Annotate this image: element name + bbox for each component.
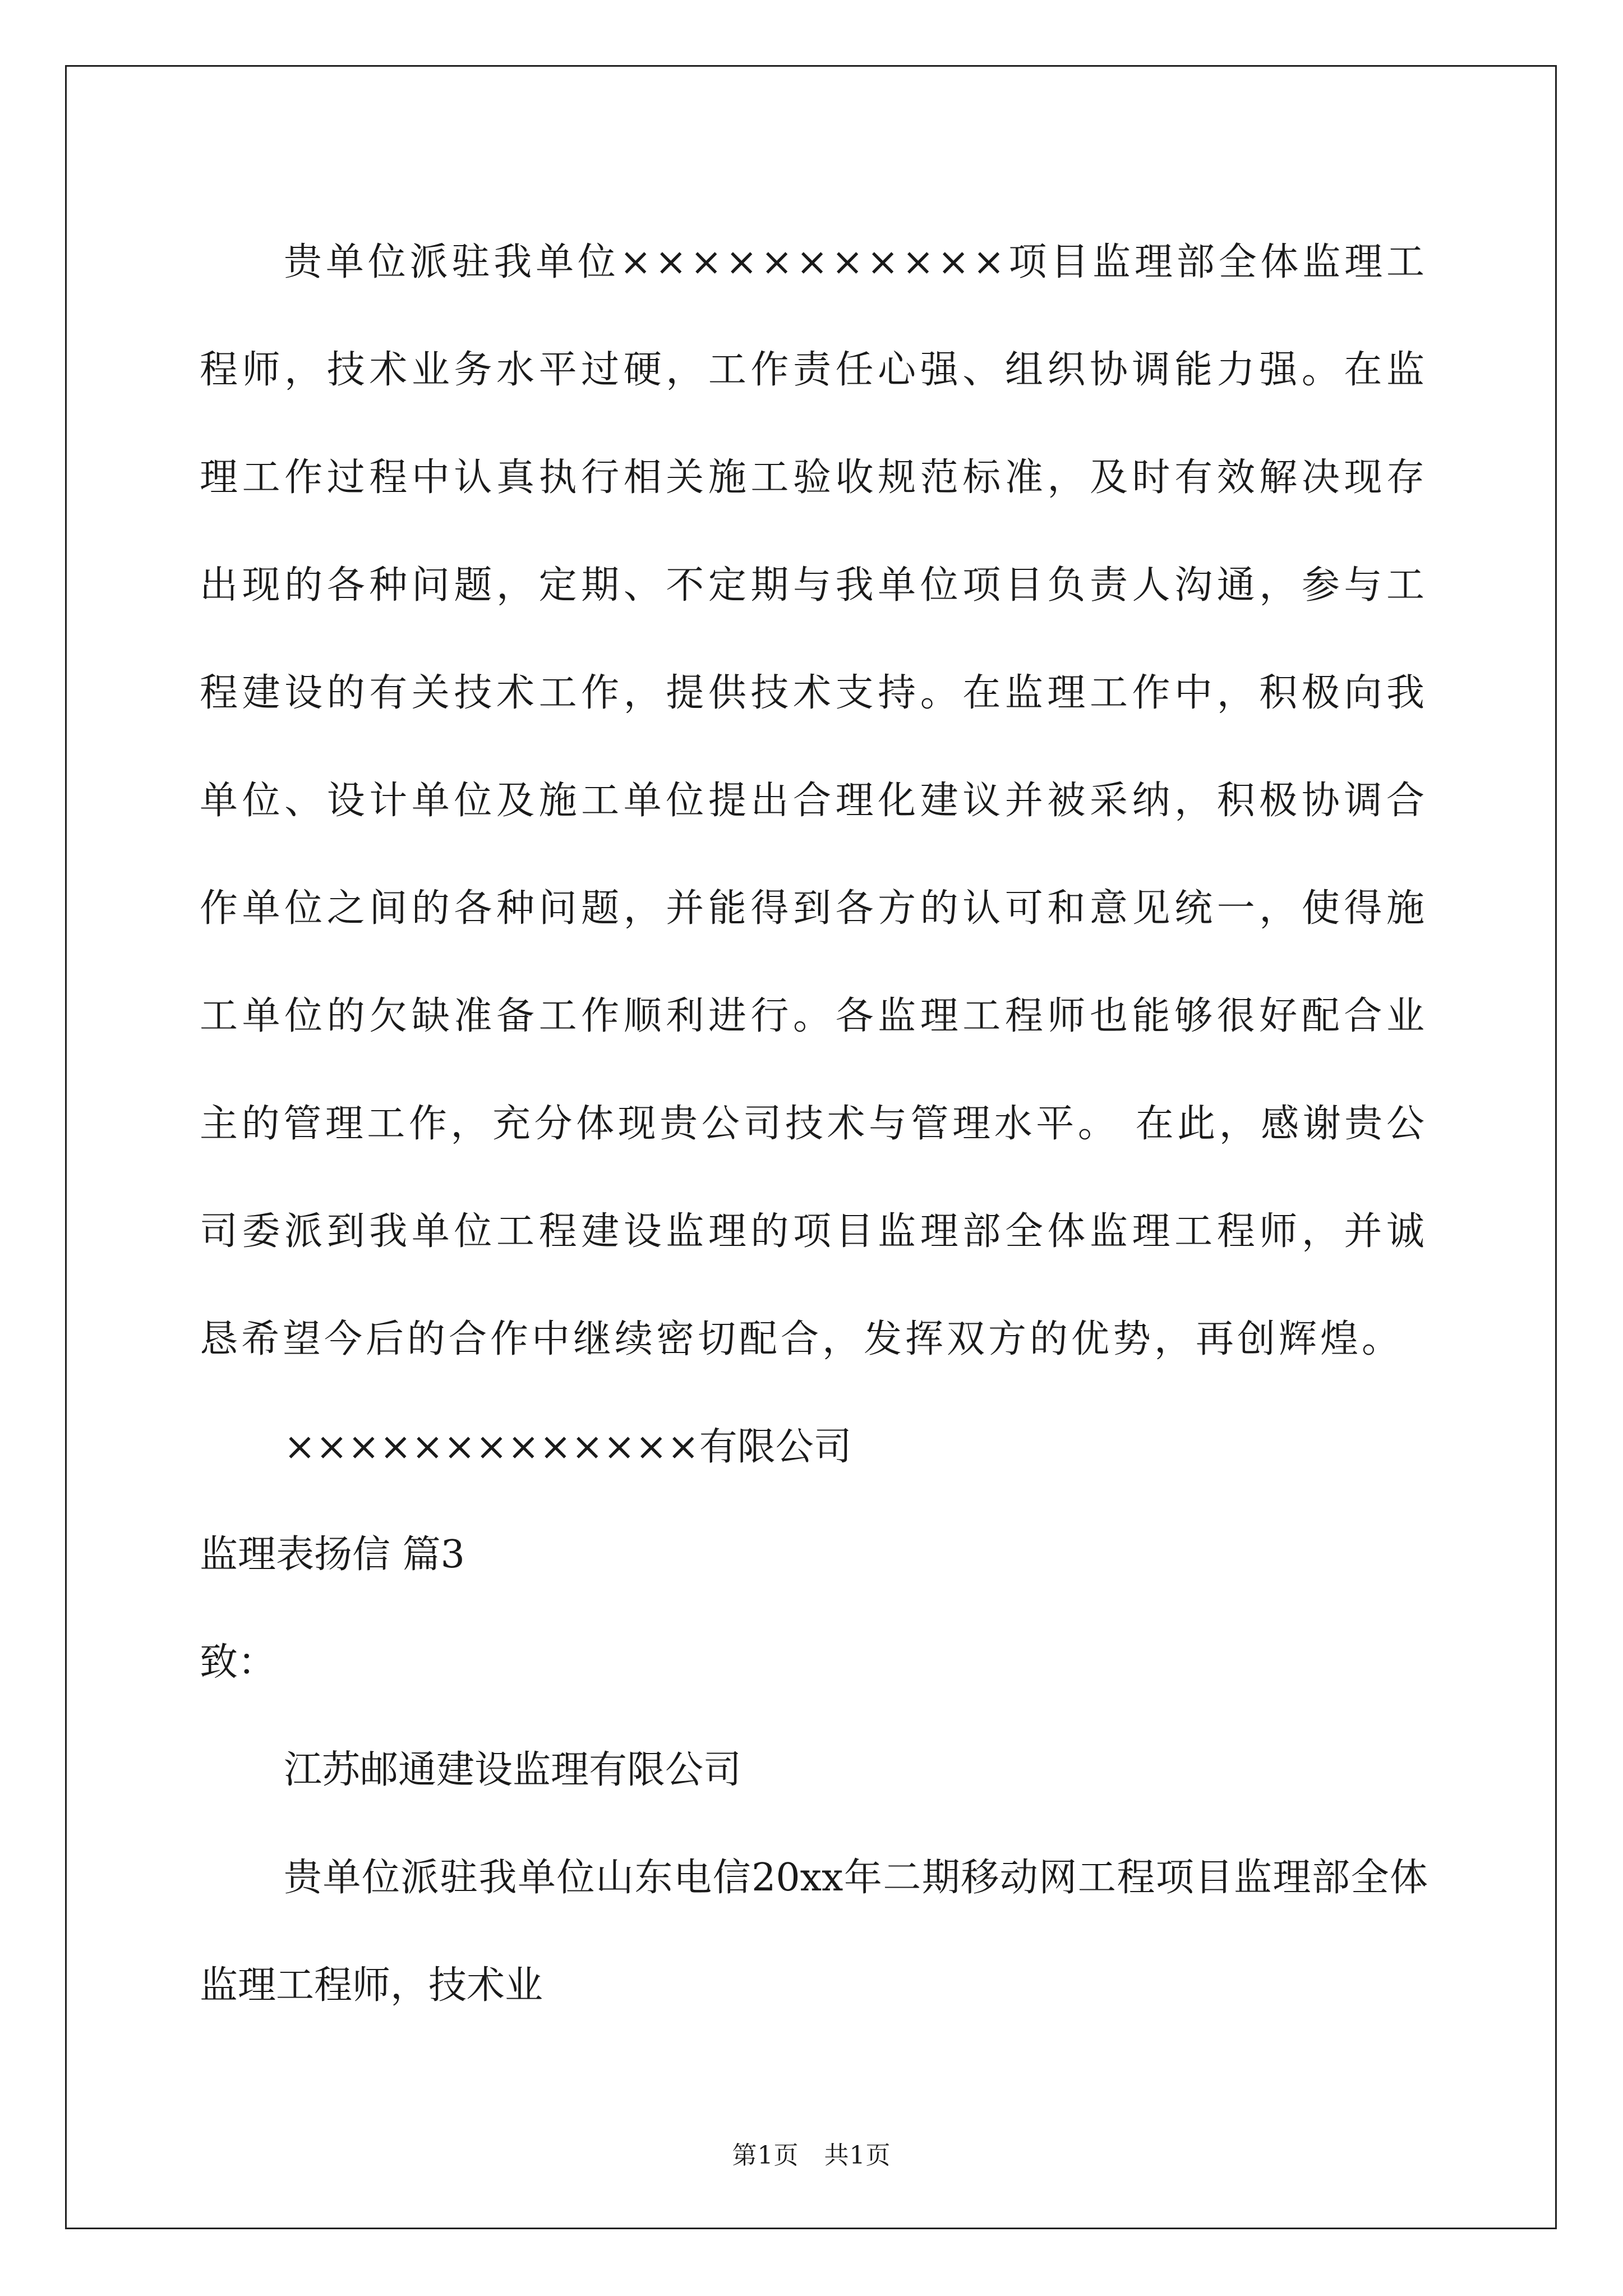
- document-body: [200, 209, 1428, 2040]
- section-heading: 监理表扬信 篇3: [200, 1533, 465, 1577]
- page-number-footer: 第1页 共1页: [732, 2141, 891, 2170]
- recipient-company: 江苏邮通建设监理有限公司: [284, 1748, 742, 1792]
- body-paragraph-commendation: 贵单位派驻我单位×××××××××××项目监理部全体监理工程师，技术业务水平过硬，工作责任心强、组织协调能力强。在监理工作过程中认真执行相关施工验收规范标准，及时有效解决现存出现的各种问题，定期、不定期与我单位项目负责人沟通，参与工程建设的有关技术工作，提供技术支持。在监理工作中，积极向我单位、设计单位及施工单位提出合理化建议并被采纳，积极协调合作单位之间的各种问题，并能得到各方的认可和意见统一，使得施工单位的欠缺准备工作顺利进行。各监理工程师也能够很好配合业主的管理工作，充分体现贵公司技术与管理水平。 在此，感谢贵公司委派到我单位工程建设监理的项目监理部全体监理工程师，并诚恳希望今后的合作中继续密切配合，发挥双方的优势，再创辉煌。: [200, 240, 1428, 1361]
- salutation: 致：: [200, 1640, 276, 1685]
- body-paragraph-intro: 贵单位派驻我单位山东电信20xx年二期移动网工程项目监理部全体监理工程师，技术业: [200, 1856, 1428, 2008]
- signature-company: ×××××××××××××有限公司: [284, 1425, 852, 1469]
